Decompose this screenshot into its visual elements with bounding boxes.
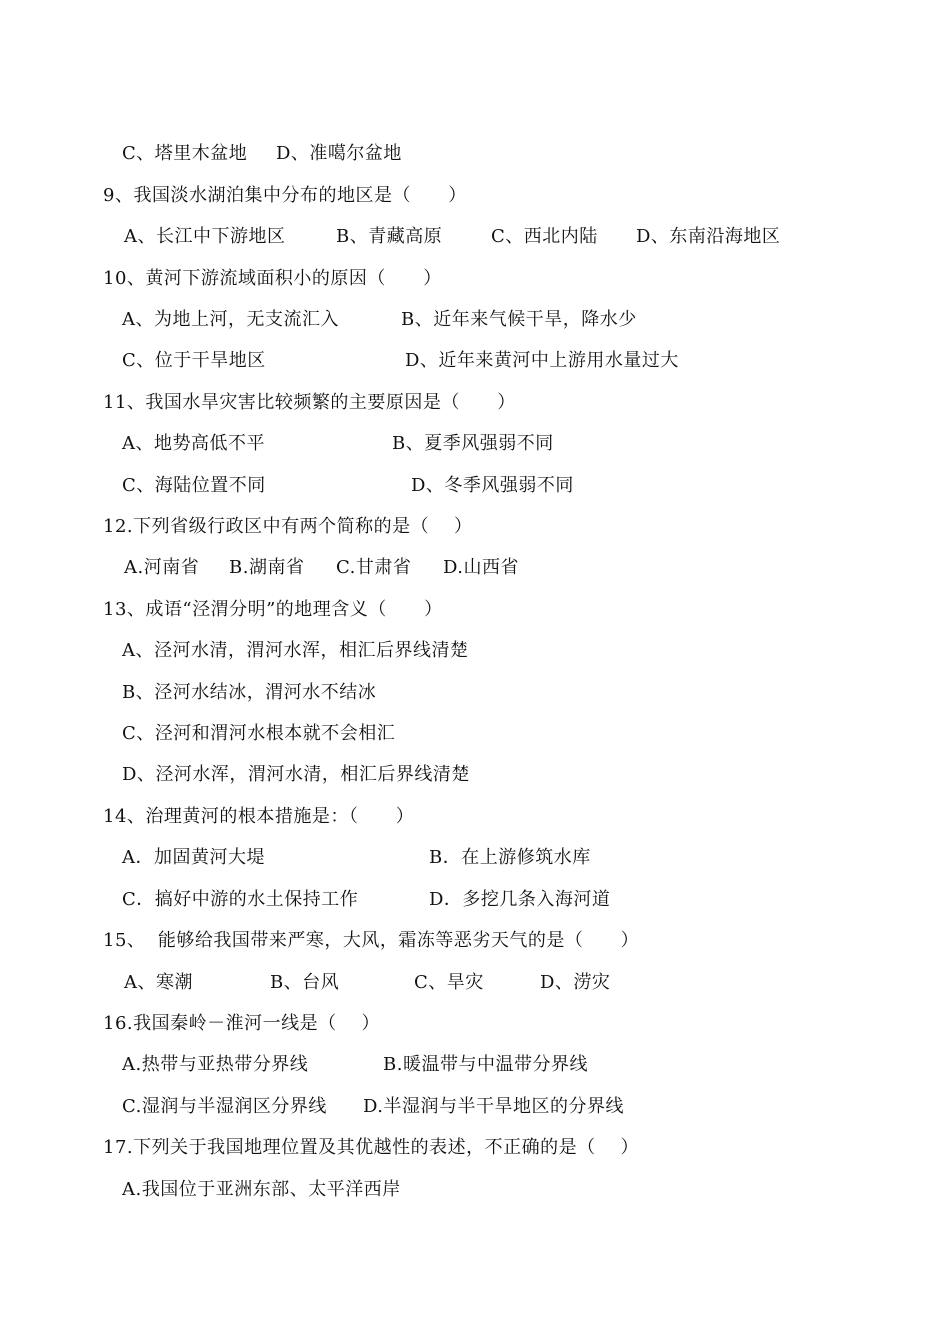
question-stem: 17.下列关于我国地理位置及其优越性的表述，不正确的是（ ） bbox=[103, 1137, 640, 1158]
question-stem: 15、 能够给我国带来严寒，大风，霜冻等恶劣天气的是（ ） bbox=[103, 930, 640, 951]
answer-option: D.山西省 bbox=[443, 557, 520, 578]
answer-option: D、泾河水浑，渭河水清，相汇后界线清楚 bbox=[122, 764, 470, 785]
answer-option: B、近年来气候干旱，降水少 bbox=[401, 309, 637, 330]
answer-option: C、西北内陆 bbox=[491, 226, 598, 247]
answer-option: D、准噶尔盆地 bbox=[276, 143, 402, 164]
answer-option: C、泾河和渭河水根本就不会相汇 bbox=[122, 723, 396, 744]
answer-option: A.热带与亚热带分界线 bbox=[122, 1054, 309, 1075]
answer-option: D、涝灾 bbox=[540, 972, 611, 993]
answer-option: D、近年来黄河中上游用水量过大 bbox=[405, 350, 679, 371]
answer-option: B、夏季风强弱不同 bbox=[392, 433, 554, 454]
answer-option: A、为地上河，无支流汇入 bbox=[122, 309, 339, 330]
answer-option: A.我国位于亚洲东部、太平洋西岸 bbox=[122, 1179, 401, 1200]
answer-option: D．多挖几条入海河道 bbox=[429, 889, 611, 910]
answer-option: D、冬季风强弱不同 bbox=[411, 475, 574, 496]
question-stem: 13、成语“泾渭分明”的地理含义（ ） bbox=[103, 599, 443, 620]
question-stem: 16.我国秦岭－淮河一线是（ ） bbox=[103, 1013, 381, 1034]
answer-option: C.甘肃省 bbox=[336, 557, 412, 578]
answer-option: A、寒潮 bbox=[124, 972, 193, 993]
answer-option: D.半湿润与半干旱地区的分界线 bbox=[363, 1096, 625, 1117]
answer-option: B.暖温带与中温带分界线 bbox=[383, 1054, 588, 1075]
answer-option: A、地势高低不平 bbox=[122, 433, 265, 454]
answer-option: C、塔里木盆地 bbox=[122, 143, 248, 164]
answer-option: C、位于干旱地区 bbox=[122, 350, 266, 371]
answer-option: C．搞好中游的水土保持工作 bbox=[122, 889, 359, 910]
question-stem: 12.下列省级行政区中有两个简称的是（ ） bbox=[103, 516, 473, 537]
question-stem: 10、黄河下游流域面积小的原因（ ） bbox=[103, 268, 442, 289]
answer-option: A.河南省 bbox=[124, 557, 200, 578]
answer-option: D、东南沿海地区 bbox=[636, 226, 781, 247]
answer-option: B.湖南省 bbox=[229, 557, 305, 578]
answer-option: B、青藏高原 bbox=[336, 226, 443, 247]
answer-option: B、泾河水结冰，渭河水不结冰 bbox=[122, 682, 377, 703]
answer-option: B、台风 bbox=[270, 972, 340, 993]
question-stem: 11、我国水旱灾害比较频繁的主要原因是（ ） bbox=[103, 392, 516, 413]
answer-option: A、长江中下游地区 bbox=[124, 226, 286, 247]
answer-option: A．加固黄河大堤 bbox=[122, 847, 265, 868]
answer-option: C、旱灾 bbox=[414, 972, 484, 993]
answer-option: C.湿润与半湿润区分界线 bbox=[122, 1096, 327, 1117]
question-stem: 9、我国淡水湖泊集中分布的地区是（ ） bbox=[103, 185, 467, 206]
answer-option: B．在上游修筑水库 bbox=[429, 847, 591, 868]
question-stem: 14、治理黄河的根本措施是：（ ） bbox=[103, 806, 415, 827]
answer-option: A、泾河水清，渭河水浑，相汇后界线清楚 bbox=[122, 640, 469, 661]
answer-option: C、海陆位置不同 bbox=[122, 475, 266, 496]
